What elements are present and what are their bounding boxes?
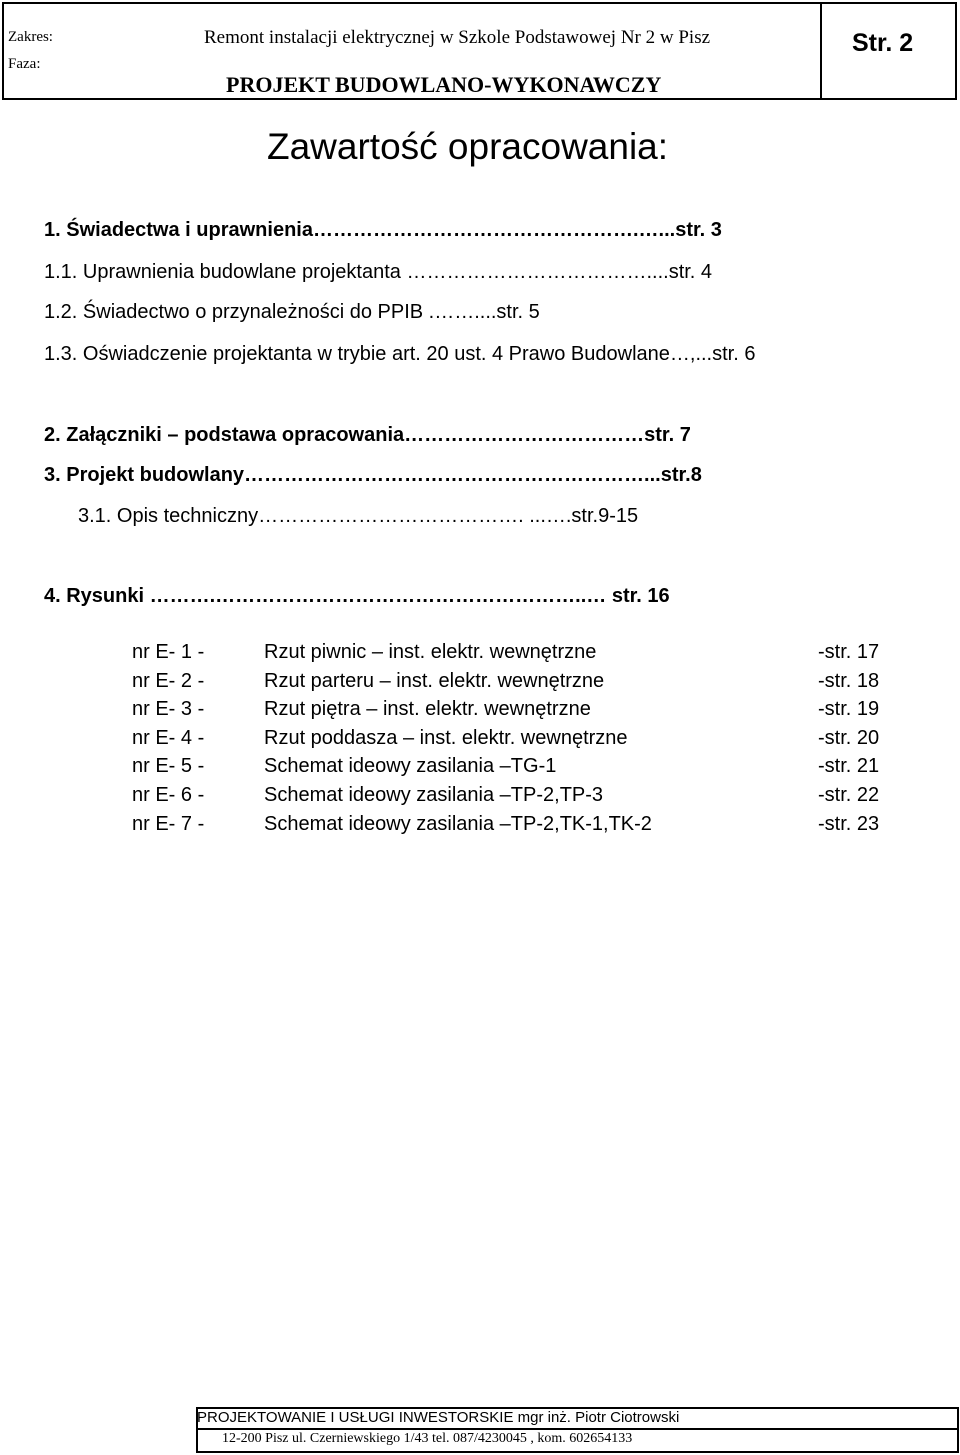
drawing-page: -str. 18 [818, 670, 880, 692]
footer-divider [196, 1428, 959, 1430]
toc-entry-3: 3. Projekt budowlany……………………………………………………...str.8 [44, 464, 702, 486]
header-divider [820, 2, 822, 100]
project-title: Remont instalacji elektrycznej w Szkole Podstawowej Nr 2 w Pisz [204, 27, 711, 48]
toc-entry-1: 1. Świadectwa i uprawnienia………………………………………….…...str. 3 [44, 219, 722, 241]
drawing-desc: Rzut piętra – inst. elektr. wewnętrzne [264, 698, 591, 720]
drawing-page: -str. 21 [818, 755, 880, 777]
document-title: Zawartość opracowania: [267, 126, 669, 167]
footer-address: 12-200 Pisz ul. Czerniewskiego 1/43 tel. 087/4230045 , kom. 602654133 [222, 1431, 633, 1446]
toc-entry-3-1: 3.1. Opis techniczny…………………………………. ...….str.9-15 [78, 505, 639, 527]
drawing-page: -str. 23 [818, 813, 880, 835]
drawing-desc: Rzut poddasza – inst. elektr. wewnętrzne [264, 727, 628, 749]
zakres-label: Zakres: [8, 29, 53, 45]
drawing-page: -str. 20 [818, 727, 880, 749]
toc-entry-1-3: 1.3. Oświadczenie projektanta w trybie art. 20 ust. 4 Prawo Budowlane…,...str. 6 [44, 343, 756, 365]
drawing-page: -str. 22 [818, 784, 880, 806]
drawing-page: -str. 17 [818, 641, 880, 663]
toc-entry-1-1: 1.1. Uprawnienia budowlane projektanta ………………………………....str. 4 [44, 261, 713, 283]
drawing-desc: Schemat ideowy zasilania –TG-1 [264, 755, 557, 777]
drawing-desc: Schemat ideowy zasilania –TP-2,TP-3 [264, 784, 604, 806]
drawing-nr: nr E- 2 - [132, 670, 205, 692]
drawing-nr: nr E- 3 - [132, 698, 205, 720]
drawing-desc: Schemat ideowy zasilania –TP-2,TK-1,TK-2 [264, 813, 652, 835]
drawing-nr: nr E- 4 - [132, 727, 205, 749]
drawing-nr: nr E- 6 - [132, 784, 205, 806]
toc-entry-2: 2. Załączniki – podstawa opracowania………………………………str. 7 [44, 424, 691, 446]
drawing-desc: Rzut piwnic – inst. elektr. wewnętrzne [264, 641, 597, 663]
faza-label: Faza: [8, 56, 41, 72]
toc-entry-1-2: 1.2. Świadectwo o przynależności do PPIB .……....str. 5 [44, 301, 540, 323]
page-number: Str. 2 [852, 29, 914, 57]
drawing-desc: Rzut parteru – inst. elektr. wewnętrzne [264, 670, 605, 692]
toc-entry-4: 4. Rysunki ……….………………………………………………..… str. 16 [44, 585, 670, 607]
footer-company: PROJEKTOWANIE I USŁUGI INWESTORSKIE mgr inż. Piotr Ciotrowski [197, 1409, 680, 1426]
drawing-nr: nr E- 1 - [132, 641, 205, 663]
drawing-nr: nr E- 5 - [132, 755, 205, 777]
drawing-nr: nr E- 7 - [132, 813, 205, 835]
project-phase: PROJEKT BUDOWLANO-WYKONAWCZY [226, 72, 662, 97]
drawing-page: -str. 19 [818, 698, 880, 720]
